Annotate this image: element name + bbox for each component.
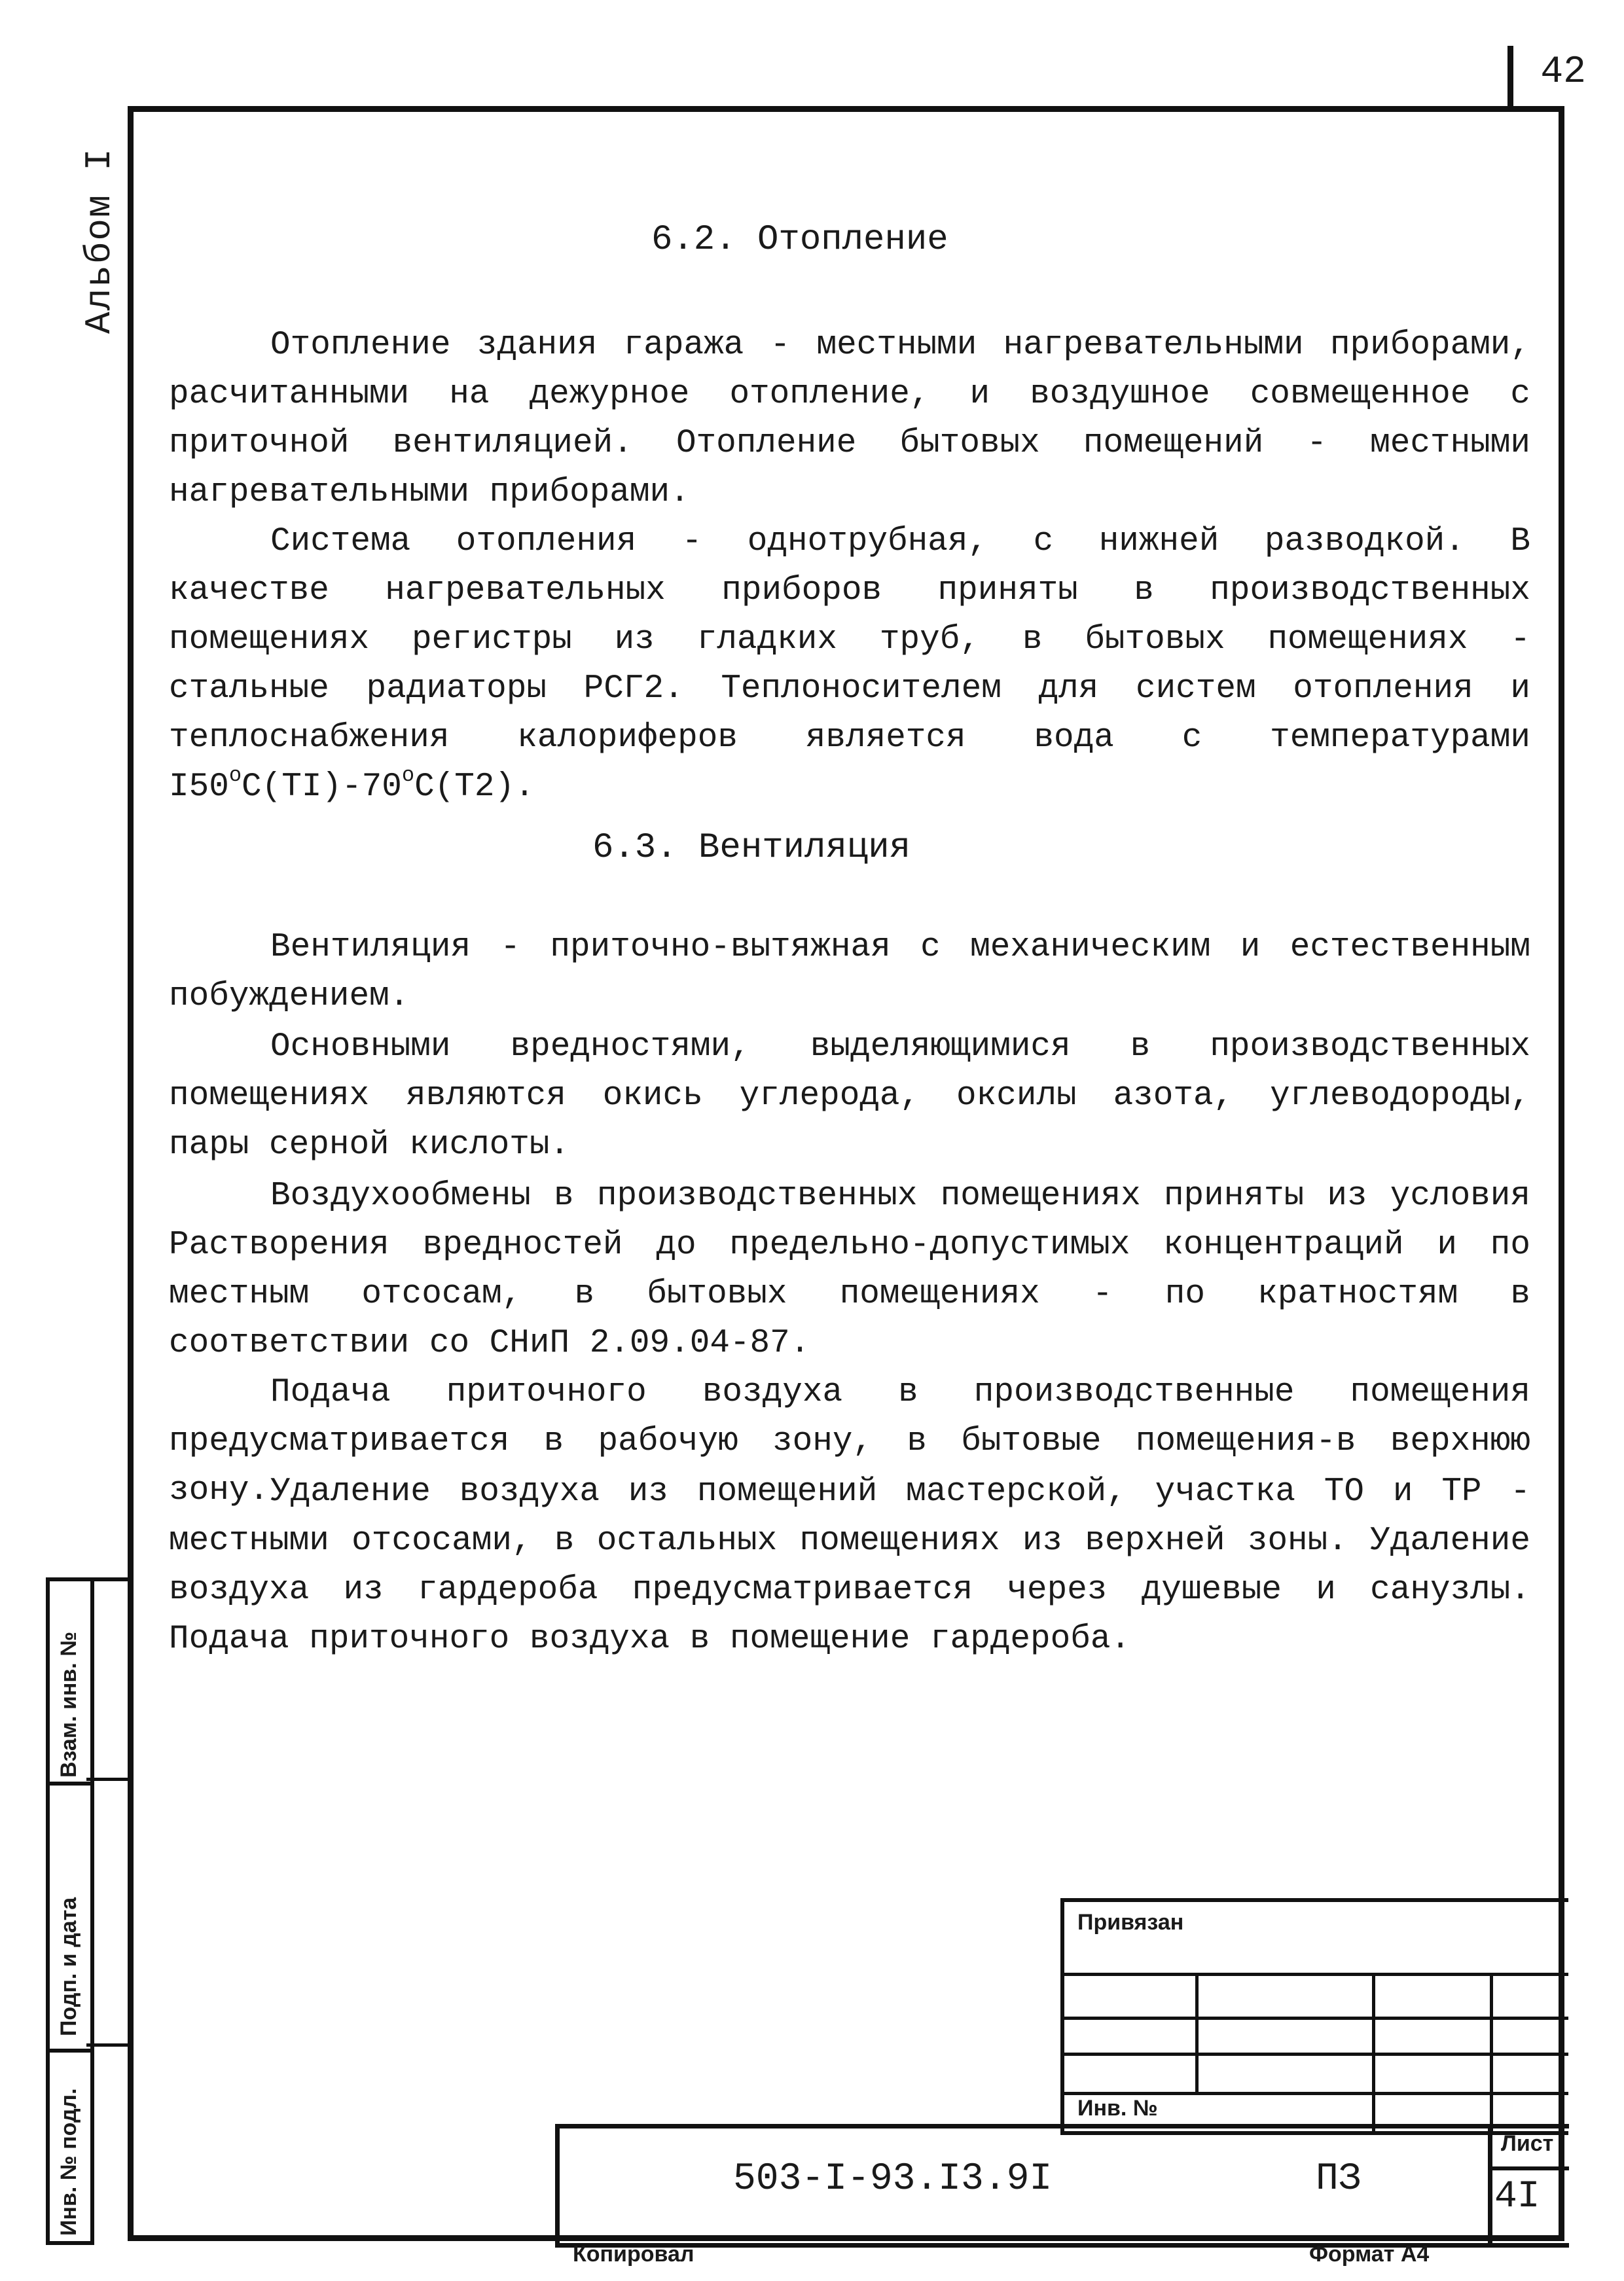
title-block-upper: [1060, 1898, 1568, 2135]
paragraph-air-exchange: Воздухообмены в производственных помещениях приняты из условия Растворения вредностей до предельно-допустимых концентраций и по местным отсосам, в бытовых помещениях - по кратностям в соответствии со СНиП 2.09.04-87.: [169, 1177, 1530, 1362]
paragraph-ventilation-type: Вентиляция - приточно-вытяжная с механическим и естественным побуждением.: [169, 929, 1530, 1015]
title-block-inv-no: Инв. №: [1077, 2096, 1158, 2121]
section-heading-ventilation: 6.3. Вентиляция: [592, 828, 911, 868]
frame-top-border: [128, 106, 1564, 112]
section-heading-heating: 6.2. Отопление: [651, 220, 948, 260]
degree-mark: o: [228, 763, 242, 787]
stamp-side-divider: [86, 2043, 128, 2047]
title-block-col-line: [1195, 1973, 1199, 2092]
sheet-number: 4I: [1494, 2176, 1540, 2218]
paragraph-heating-system-mid: C(TI)-70: [242, 768, 402, 806]
frame-left-border: [128, 106, 134, 2241]
sheet-column-line: [1488, 2125, 1492, 2243]
stamp-label-vzam: Взам. инв. №: [56, 1631, 81, 1778]
title-block-col-line: [1372, 1973, 1375, 2131]
stamp-label-inv-podl: Инв. № подл.: [56, 2088, 81, 2236]
album-label: Альбом I: [79, 147, 120, 334]
page-number-mark: [1507, 46, 1513, 110]
sheet-label: Лист: [1501, 2131, 1554, 2156]
stamp-label-podp: Подп. и дата: [56, 1897, 81, 2036]
title-block-privyazan: Привязан: [1077, 1910, 1184, 1935]
stamp-side-divider: [86, 1778, 128, 1781]
document-type: ПЗ: [1316, 2158, 1362, 2200]
sheet-row-line: [1488, 2166, 1569, 2170]
page-number: 42: [1540, 51, 1586, 94]
left-stamp-side: [86, 1577, 128, 2237]
footer-format: Формат А4: [1309, 2242, 1430, 2267]
footer-copied: Копировал: [573, 2242, 695, 2267]
paragraph-air-removal: Удаление воздуха из помещений мастерской, участка ТО и ТР - местными отсосами, в остальных помещениях из верхней зоны. Удаление воздуха из гардероба предусматривается через душевые и санузлы. Подача приточного воздуха в помещение гардероба.: [169, 1473, 1530, 1658]
paragraph-harmful-substances: Основными вредностями, выделяющимися в производственных помещениях являются окись углерода, оксилы азота, углеводороды, пары серной кислоты.: [169, 1028, 1530, 1164]
paragraph-heating-system-text: Система отопления - однотрубная, с нижней разводкой. В качестве нагревательных приборов приняты в производственных помещениях регистры из гладких труб, в бытовых помещениях - стальные радиаторы РСГ2. Теплоносителем для систем отопления и теплоснабжения калориферов является вода с температурами I50: [169, 523, 1530, 806]
paragraph-heating-building: Отопление здания гаража - местными нагревательными приборами, расчитанными на дежурное отопление, и воздушное совмещенное с приточной вентиляцией. Отопление бытовых помещений - местными нагревательными приборами.: [169, 327, 1530, 511]
paragraph-heating-system: [169, 517, 1530, 812]
document-code: 503-I-93.I3.9I: [733, 2158, 1053, 2200]
title-block-lower: [555, 2124, 1569, 2248]
paragraph-heating-system-end: C(T2).: [414, 768, 535, 806]
paragraph-air-supply: Подача приточного воздуха в производственные помещения предусматривается в рабочую зону, в бытовые помещения-в верхнюю зону.: [169, 1374, 1530, 1509]
degree-mark: o: [401, 763, 415, 787]
title-block-col-line: [1490, 1973, 1493, 2131]
